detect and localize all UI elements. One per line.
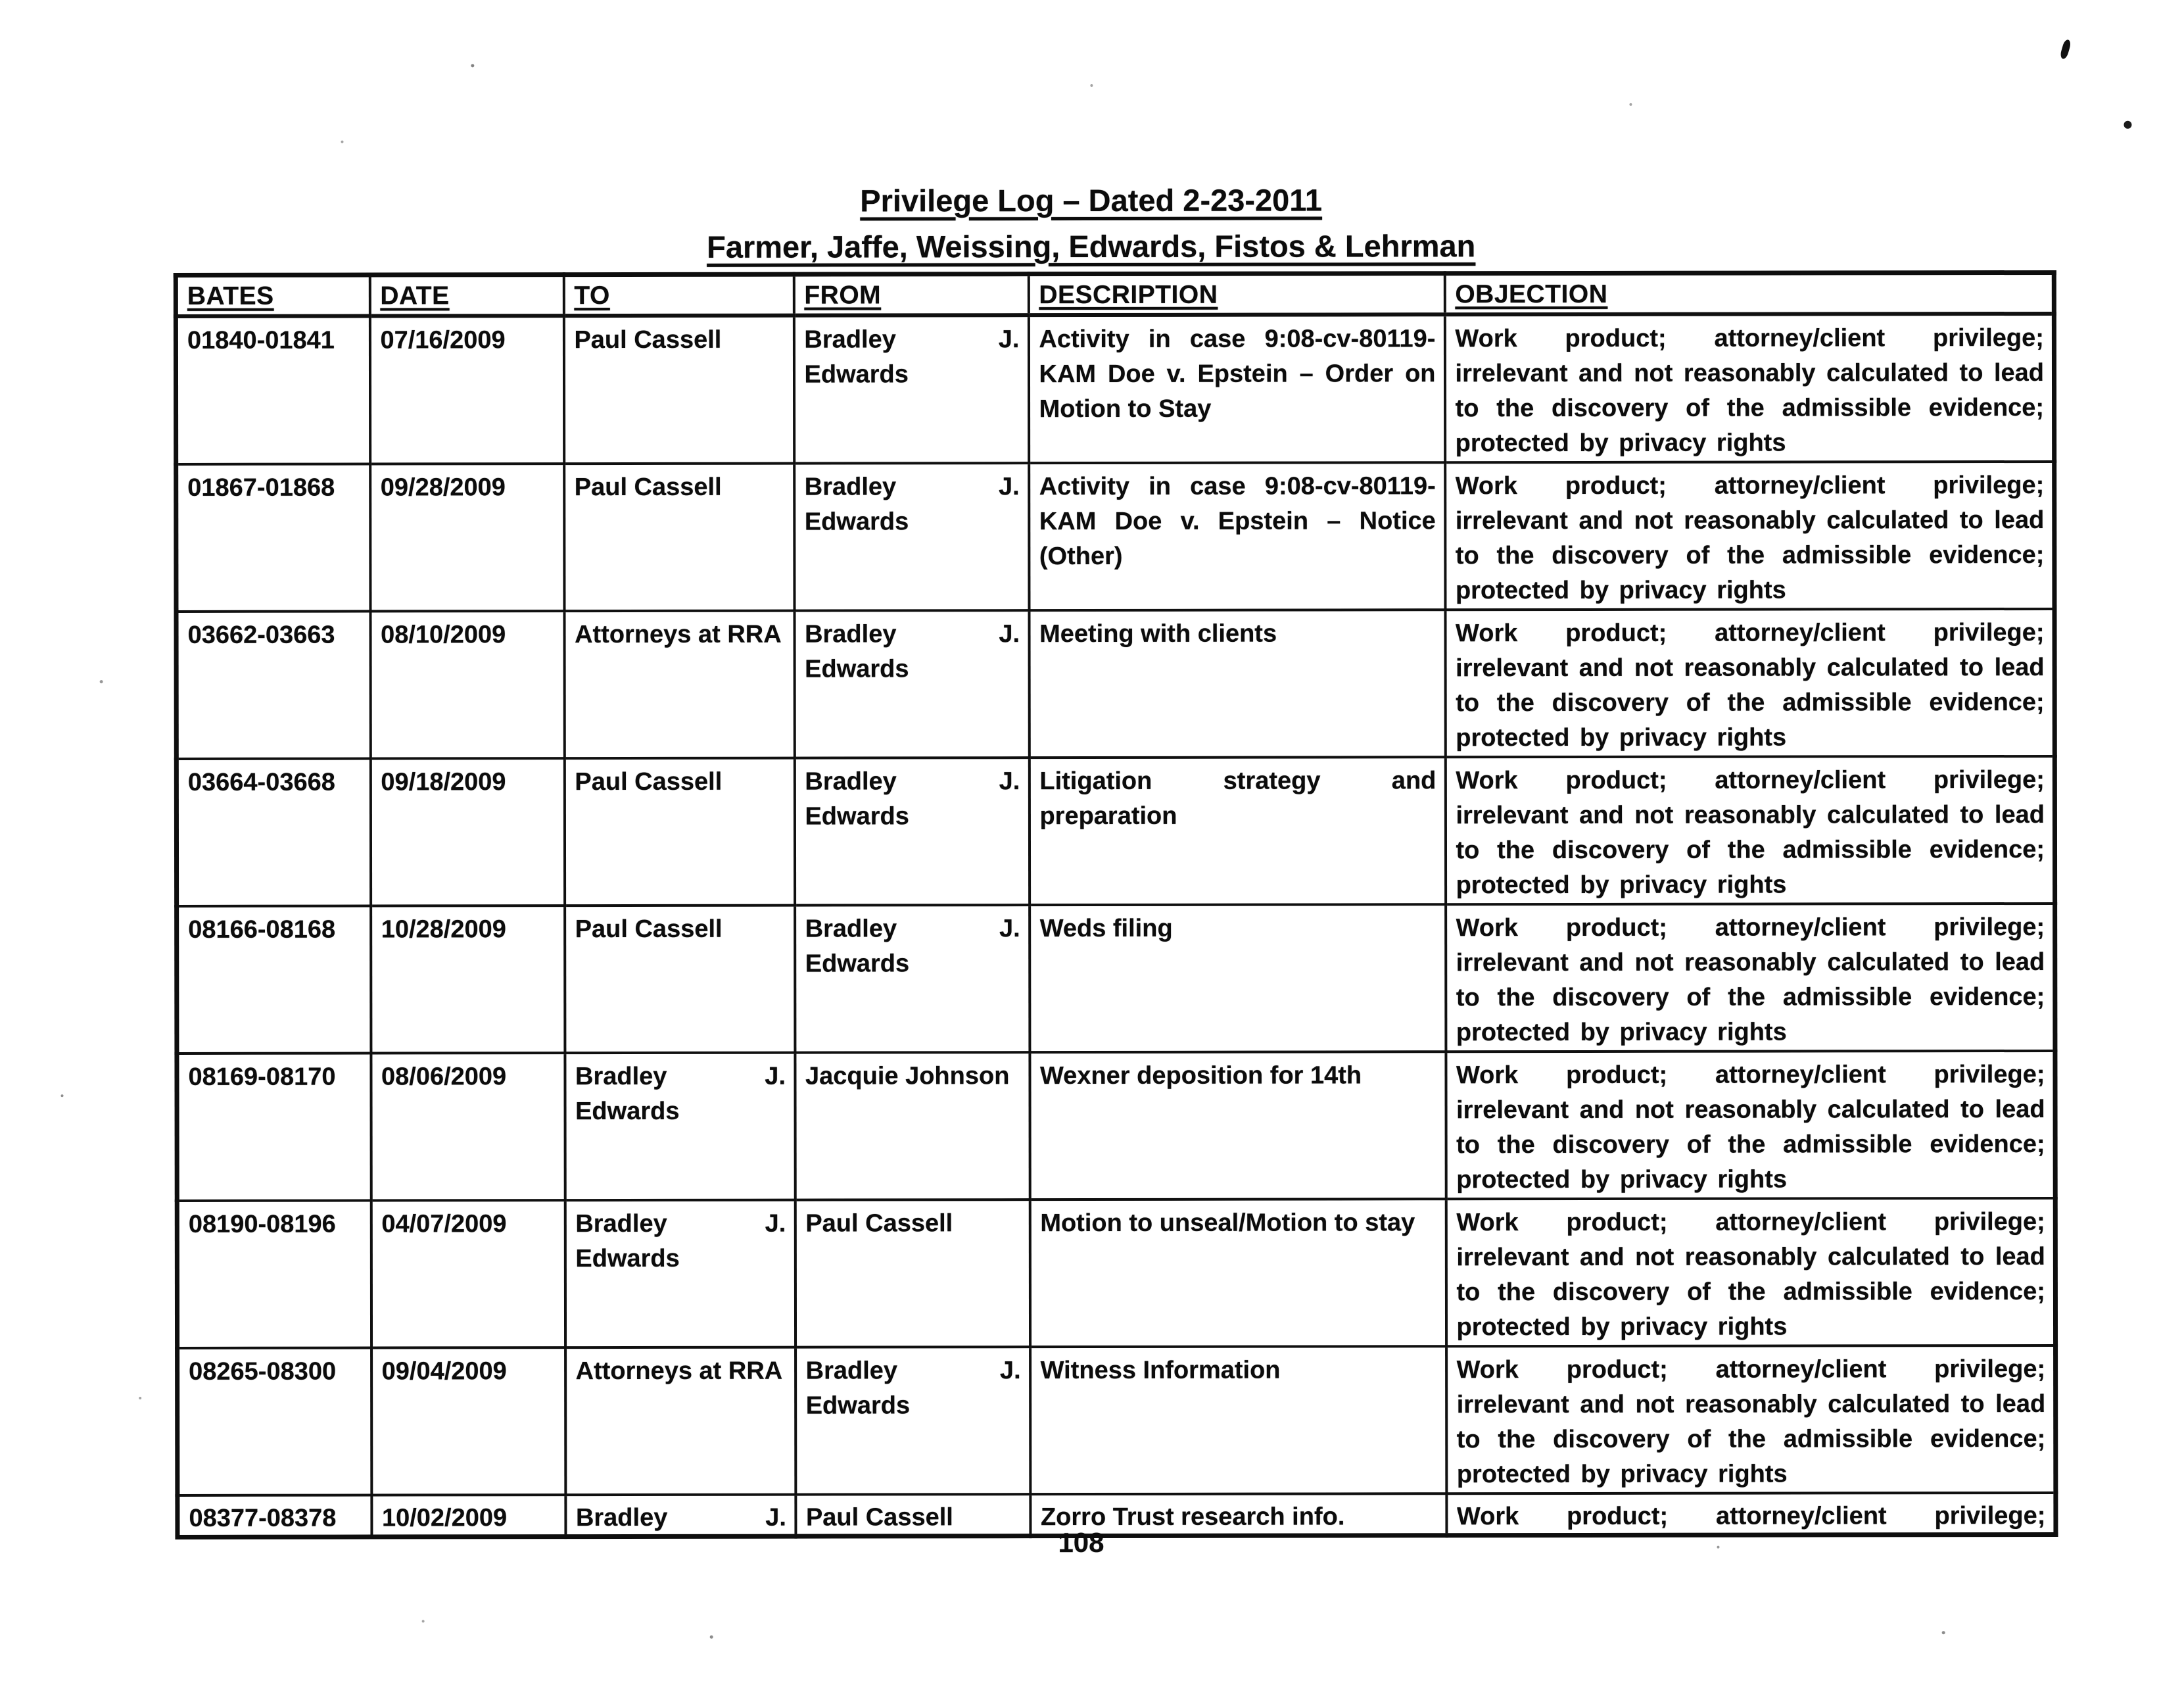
- column-header-bates: BATES: [176, 275, 369, 316]
- scan-speckle: [422, 1620, 425, 1622]
- cell-objection: [1446, 904, 2055, 1052]
- scan-ink-mark: [2059, 39, 2072, 60]
- cell-text: 09/28/2009: [380, 473, 506, 502]
- cell-description: [1030, 1346, 1446, 1494]
- cell-from: [794, 610, 1029, 758]
- cell-to: [565, 1053, 795, 1200]
- document-subtitle: Farmer, Jaffe, Weissing, Edwards, Fistos & Lehrman: [707, 228, 1476, 264]
- cell-text: Bradley J. Edwards: [805, 767, 1020, 831]
- cell-text: Wexner deposition for 14th: [1039, 1061, 1362, 1090]
- table-row: [176, 462, 2054, 612]
- cell-to: [565, 1347, 795, 1495]
- cell-from: [795, 1199, 1030, 1347]
- cell-bates: [178, 1348, 371, 1495]
- column-header-description: DESCRIPTION: [1028, 274, 1444, 315]
- table-row: [178, 1345, 2056, 1495]
- cell-description: [1030, 904, 1446, 1052]
- cell-text: 08190-08196: [188, 1210, 336, 1238]
- cell-objection: [1444, 314, 2054, 462]
- header-row: [176, 272, 2054, 316]
- cell-objection: [1445, 756, 2054, 904]
- cell-text: Bradley J. Edwards: [805, 620, 1020, 683]
- table-row: [177, 1198, 2055, 1348]
- cell-text: Work product; attorney/client privilege; irrelevant and not reasonably calculated to lead to the discovery of the admissible evidence; protected by privacy rights: [1455, 471, 2045, 605]
- cell-bates: [176, 612, 370, 759]
- cell-description: [1028, 314, 1444, 463]
- cell-text: Bradley J. Edwards: [575, 1062, 786, 1126]
- cell-date: [370, 464, 564, 611]
- cell-to: [563, 316, 794, 464]
- column-header-to: TO: [563, 274, 794, 316]
- scan-speckle: [100, 680, 103, 683]
- cell-text: Activity in case 9:08-cv-80119-KAM Doe v. Epstein – Notice (Other): [1039, 472, 1436, 571]
- cell-text: Paul Cassell: [805, 1503, 953, 1532]
- cell-description: [1029, 757, 1445, 905]
- cell-text: Bradley J. Edwards: [805, 915, 1020, 978]
- scan-speckle: [1629, 103, 1632, 106]
- cell-objection: [1446, 1198, 2055, 1346]
- scan-speckle: [139, 1397, 141, 1399]
- scan-speckle: [341, 141, 343, 143]
- scan-speckle: [1090, 84, 1093, 87]
- cell-text: 01867-01868: [187, 473, 335, 502]
- cell-text: Work product; attorney/client privilege;: [1456, 1501, 2046, 1531]
- cell-to: [565, 1200, 795, 1347]
- cell-text: 08/10/2009: [381, 621, 506, 649]
- cell-bates: [176, 316, 369, 464]
- cell-from: [795, 1347, 1030, 1494]
- cell-text: Bradley J. Edwards: [575, 1209, 786, 1273]
- cell-description: [1029, 610, 1445, 758]
- cell-to: [564, 611, 794, 758]
- cell-text: Bradley J.: [575, 1503, 786, 1532]
- cell-text: Work product; attorney/client privilege; irrelevant and not reasonably calculated to lead to the discovery of the admissible evidence; protected by privacy rights: [1456, 618, 2045, 752]
- cell-text: Motion to unseal/Motion to stay: [1040, 1209, 1415, 1238]
- cell-date: [371, 906, 565, 1053]
- cell-description: [1030, 1199, 1446, 1347]
- cell-from: [794, 758, 1029, 905]
- cell-text: Witness Information: [1040, 1356, 1281, 1385]
- cell-text: 03664-03668: [187, 768, 335, 796]
- cell-text: 08169-08170: [188, 1063, 336, 1091]
- privilege-log-table: [174, 270, 2058, 1539]
- scan-speckle: [2026, 855, 2029, 858]
- cell-text: Bradley J. Edwards: [804, 326, 1020, 389]
- cell-bates: [177, 1201, 371, 1348]
- cell-objection: [1445, 609, 2054, 757]
- table-body: [176, 314, 2056, 1537]
- cell-text: Paul Cassell: [575, 915, 723, 944]
- cell-text: 01840-01841: [187, 326, 335, 354]
- cell-text: 08265-08300: [189, 1357, 337, 1386]
- cell-text: Meeting with clients: [1039, 619, 1277, 648]
- cell-text: Weds filing: [1039, 914, 1173, 943]
- cell-to: [564, 758, 794, 906]
- cell-text: 08166-08168: [188, 915, 336, 944]
- cell-text: Attorneys at RRA: [575, 1357, 783, 1386]
- scan-speckle: [61, 1094, 64, 1097]
- cell-text: 08/06/2009: [381, 1063, 507, 1091]
- cell-text: Work product; attorney/client privilege; irrelevant and not reasonably calculated to lead to the discovery of the admissible evidence; protected by privacy rights: [1456, 1355, 2046, 1489]
- cell-date: [369, 316, 563, 464]
- cell-date: [370, 611, 564, 758]
- cell-text: 03662-03663: [187, 621, 335, 649]
- cell-bates: [177, 906, 371, 1054]
- cell-text: Paul Cassell: [805, 1209, 953, 1238]
- scan-speckle: [1942, 1631, 1945, 1634]
- table-row: [177, 1051, 2055, 1201]
- cell-objection: [1446, 1051, 2055, 1199]
- cell-objection: [1445, 462, 2054, 610]
- cell-text: 04/07/2009: [381, 1210, 507, 1238]
- column-header-date: DATE: [369, 275, 563, 316]
- cell-text: Work product; attorney/client privilege; irrelevant and not reasonably calculated to lead to the discovery of the admissible evidence; protected by privacy rights: [1456, 1060, 2045, 1194]
- cell-text: Paul Cassell: [574, 326, 722, 354]
- table-row: [176, 609, 2054, 759]
- cell-from: [794, 315, 1028, 463]
- cell-text: Bradley J. Edwards: [804, 473, 1020, 536]
- cell-bates: [176, 464, 370, 612]
- document-title: Privilege Log – Dated 2-23-2011: [860, 182, 1323, 218]
- scan-speckle: [710, 1635, 713, 1639]
- cell-text: Litigation strategy and preparation: [1039, 767, 1436, 831]
- cell-text: Work product; attorney/client privilege; irrelevant and not reasonably calculated to lead to the discovery of the admissible evidence; protected by privacy rights: [1456, 913, 2045, 1047]
- cell-from: [795, 1052, 1030, 1199]
- page-number: 108: [1058, 1526, 1104, 1559]
- cell-text: Paul Cassell: [574, 473, 722, 502]
- cell-text: Work product; attorney/client privilege; irrelevant and not reasonably calculated to lead to the discovery of the admissible evidence; protected by privacy rights: [1455, 324, 2045, 458]
- cell-description: [1030, 1052, 1446, 1199]
- table-row: [176, 314, 2054, 464]
- cell-bates: [177, 1054, 371, 1201]
- cell-text: Attorneys at RRA: [575, 620, 782, 649]
- table-row: [176, 756, 2054, 906]
- cell-date: [371, 1053, 565, 1200]
- cell-text: Paul Cassell: [575, 767, 723, 796]
- scan-speckle: [2124, 121, 2131, 129]
- cell-text: Zorro Trust research info.: [1040, 1503, 1345, 1532]
- cell-date: [371, 1200, 565, 1347]
- table-header: [176, 272, 2054, 316]
- column-header-from: FROM: [794, 274, 1028, 316]
- scan-speckle: [471, 64, 474, 67]
- cell-text: Work product; attorney/client privilege; irrelevant and not reasonably calculated to lead to the discovery of the admissible evidence; protected by privacy rights: [1456, 765, 2045, 900]
- cell-from: [794, 463, 1029, 610]
- cell-text: 09/18/2009: [381, 768, 506, 796]
- cell-text: Jacquie Johnson: [805, 1062, 1010, 1090]
- cell-description: [1029, 462, 1445, 610]
- cell-objection: [1446, 1345, 2056, 1493]
- cell-text: Bradley J. Edwards: [805, 1357, 1021, 1420]
- cell-text: 08377-08378: [189, 1504, 337, 1532]
- table-row: [177, 904, 2055, 1054]
- cell-text: 07/16/2009: [380, 326, 506, 354]
- cell-to: [565, 906, 795, 1053]
- cell-from: [795, 905, 1030, 1052]
- cell-bates: [176, 759, 370, 906]
- cell-date: [370, 758, 564, 906]
- scan-speckle: [1717, 1546, 1719, 1549]
- cell-text: Activity in case 9:08-cv-80119-KAM Doe v. Epstein – Order on Motion to Stay: [1039, 325, 1436, 424]
- cell-text: 10/28/2009: [381, 915, 506, 944]
- cell-text: Work product; attorney/client privilege; irrelevant and not reasonably calculated to lead to the discovery of the admissible evidence; protected by privacy rights: [1456, 1207, 2045, 1342]
- cell-text: 10/02/2009: [381, 1504, 508, 1532]
- cell-to: [564, 464, 794, 611]
- column-header-objection: OBJECTION: [1444, 272, 2054, 314]
- cell-text: 09/04/2009: [381, 1357, 507, 1386]
- cell-date: [371, 1347, 565, 1495]
